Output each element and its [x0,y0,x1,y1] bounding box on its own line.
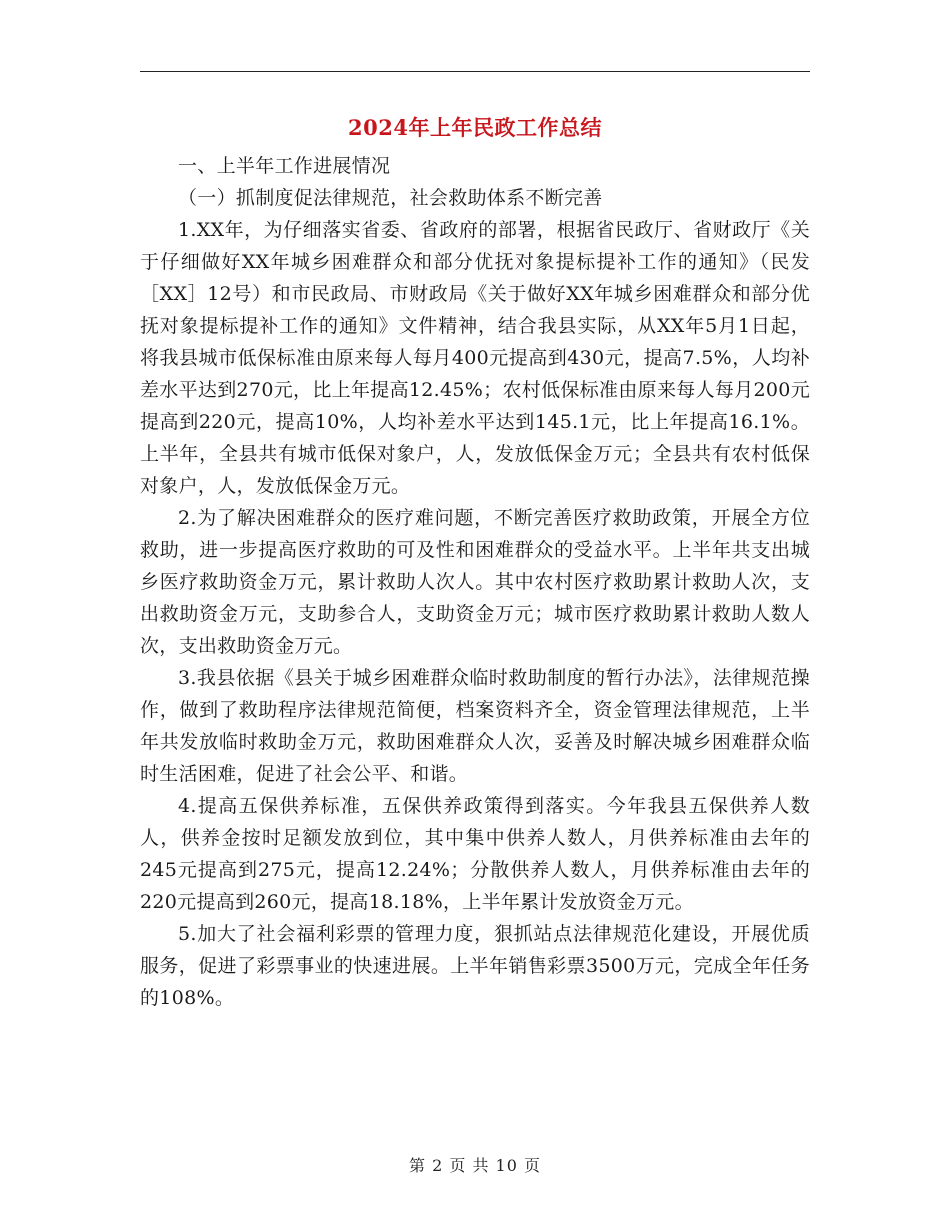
document-title: 2024年上年民政工作总结 [348,115,602,140]
paragraph-2: 2.为了解决困难群众的医疗难问题，不断完善医疗救助政策，开展全方位救助，进一步提高医疗救助的可及性和困难群众的受益水平。上半年共支出城乡医疗救助资金万元，累计救助人次人。其中农村医疗救助累计救助人次，支出救助资金万元，支助参合人，支助资金万元；城市医疗救助累计救助人数人次，支出救助资金万元。 [140,507,810,657]
paragraph-1: 1.XX年，为仔细落实省委、省政府的部署，根据省民政厅、省财政厅《关于仔细做好XX年城乡困难群众和部分优抚对象提标提补工作的通知》（民发［XX］12号）和市民政局、市财政局《关于做好XX年城乡困难群众和部分优抚对象提标提补工作的通知》文件精神，结合我县实际，从XX年5月1日起，将我县城市低保标准由原来每人每月400元提高到430元，提高7.5%，人均补差水平达到270元，比上年提高12.45%；农村低保标准由原来每人每月200元提高到220元，提高10%，人均补差水平达到145.1元，比上年提高16.1%。上半年，全县共有城市低保对象户，人，发放低保金万元；全县共有农村低保对象户，人，发放低保金万元。 [140,219,810,497]
section-heading: 一、上半年工作进展情况 [178,155,391,177]
page-number-footer: 第 2 页 共 10 页 [409,1156,541,1175]
paragraph-3: 3.我县依据《县关于城乡困难群众临时救助制度的暂行办法》，法律规范操作，做到了救助程序法律规范简便，档案资料齐全，资金管理法律规范，上半年共发放临时救助金万元，救助困难群众人次，妥善及时解决城乡困难群众临时生活困难，促进了社会公平、和谐。 [140,667,810,785]
header-rule [140,71,810,72]
paragraph-5: 5.加大了社会福利彩票的管理力度，狠抓站点法律规范化建设，开展优质服务，促进了彩票事业的快速进展。上半年销售彩票3500万元，完成全年任务的108%。 [140,923,810,1009]
paragraph-4: 4.提高五保供养标准，五保供养政策得到落实。今年我县五保供养人数人，供养金按时足额发放到位，其中集中供养人数人，月供养标准由去年的245元提高到275元，提高12.24%；分散供养人数人，月供养标准由去年的220元提高到260元，提高18.18%，上半年累计发放资金万元。 [140,795,810,913]
subsection-heading: （一）抓制度促法律规范，社会救助体系不断完善 [178,187,603,209]
document-body [140,150,810,1014]
